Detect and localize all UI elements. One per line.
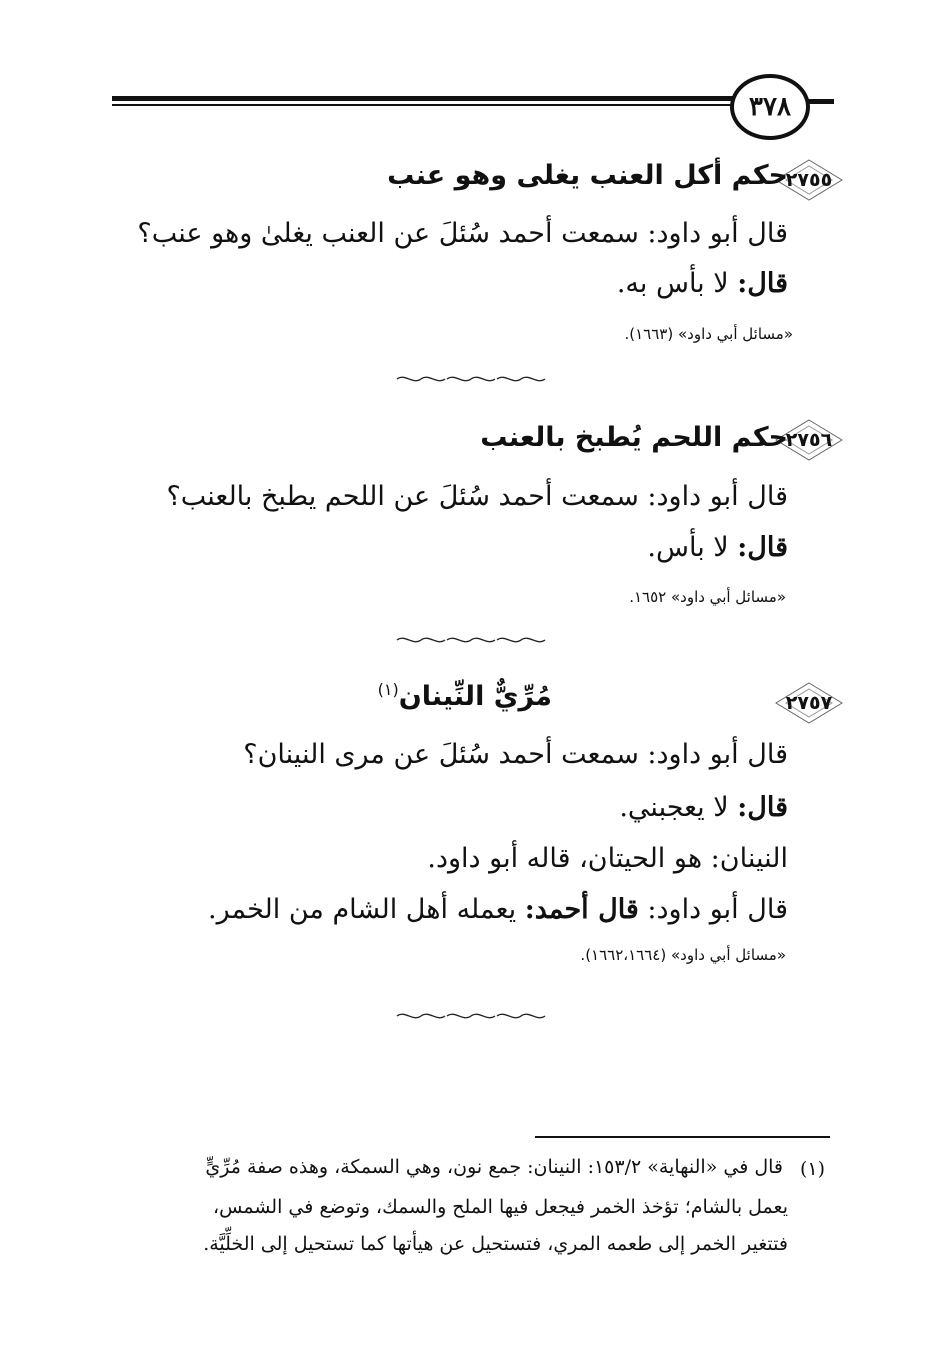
entry-badge	[772, 680, 846, 726]
lead-text: قال أبو داود:	[647, 894, 788, 925]
entry-number: ٢٧٥٧	[785, 692, 833, 714]
divider-ornament-icon	[393, 1010, 549, 1022]
qal-label: قال:	[737, 792, 788, 823]
answer-text: يعمله أهل الشام من الخمر.	[208, 894, 517, 925]
citation: «مسائل أبي داود» (١٦٦٣).	[624, 325, 793, 343]
divider-ornament-icon	[393, 373, 549, 385]
answer-text: لا يعجبني.	[619, 792, 729, 823]
entry-number: ٢٧٥٥	[785, 169, 833, 191]
qal-label: قال:	[737, 532, 788, 563]
citation: «مسائل أبي داود» ١٦٥٢.	[629, 588, 786, 606]
text-line: قال أبو داود: سمعت أحمد سُئلَ عن اللحم يطبخ بالعنب؟	[166, 481, 788, 512]
entry-number: ٢٧٥٦	[785, 429, 833, 451]
footnote-line: فتتغير الخمر إلى طعمه المري، فتستحيل عن هيأتها كما تستحيل إلى الخلِّيَّة.	[203, 1233, 788, 1255]
text-line	[208, 894, 788, 925]
text-line: قال أبو داود: سمعت أحمد سُئلَ عن العنب يغلىٰ وهو عنب؟	[137, 218, 788, 249]
text-line: قال أبو داود: سمعت أحمد سُئلَ عن مرى النينان؟	[243, 739, 788, 770]
entry-title: حكم اللحم يُطبخ بالعنب	[480, 422, 788, 453]
entry-title-text: مُرِّيٌّ النِّينان	[398, 681, 552, 712]
answer-text: لا بأس.	[647, 532, 729, 563]
entry-title: حكم أكل العنب يغلى وهو عنب	[387, 160, 788, 191]
text-line	[617, 268, 788, 299]
footnote-marker: (١)	[800, 1158, 826, 1180]
text-line	[619, 792, 788, 823]
page-number: ٣٧٨	[730, 74, 810, 140]
citation: «مسائل أبي داود» (١٦٦٢،١٦٦٤).	[580, 946, 786, 964]
page-number-tail	[806, 99, 834, 104]
footnote-rule	[535, 1136, 830, 1138]
qal-ahmad-label: قال أحمد:	[524, 894, 639, 925]
text-line	[647, 532, 788, 563]
qal-label: قال:	[737, 268, 788, 299]
footnote-line: يعمل بالشام؛ تؤخذ الخمر فيجعل فيها الملح والسمك، وتوضع في الشمس،	[213, 1196, 788, 1218]
text-line: النينان: هو الحيتان، قاله أبو داود.	[427, 843, 788, 874]
divider-ornament-icon	[393, 634, 549, 646]
footnote-ref: (١)	[377, 680, 399, 699]
footnote-line: قال في «النهاية» ١٥٣/٢: النينان: جمع نون، وهي السمكة، وهذه صفة مُرِّيٍّ	[205, 1156, 783, 1178]
entry-title	[378, 680, 552, 712]
answer-text: لا بأس به.	[616, 268, 729, 299]
header-rule	[112, 96, 752, 108]
